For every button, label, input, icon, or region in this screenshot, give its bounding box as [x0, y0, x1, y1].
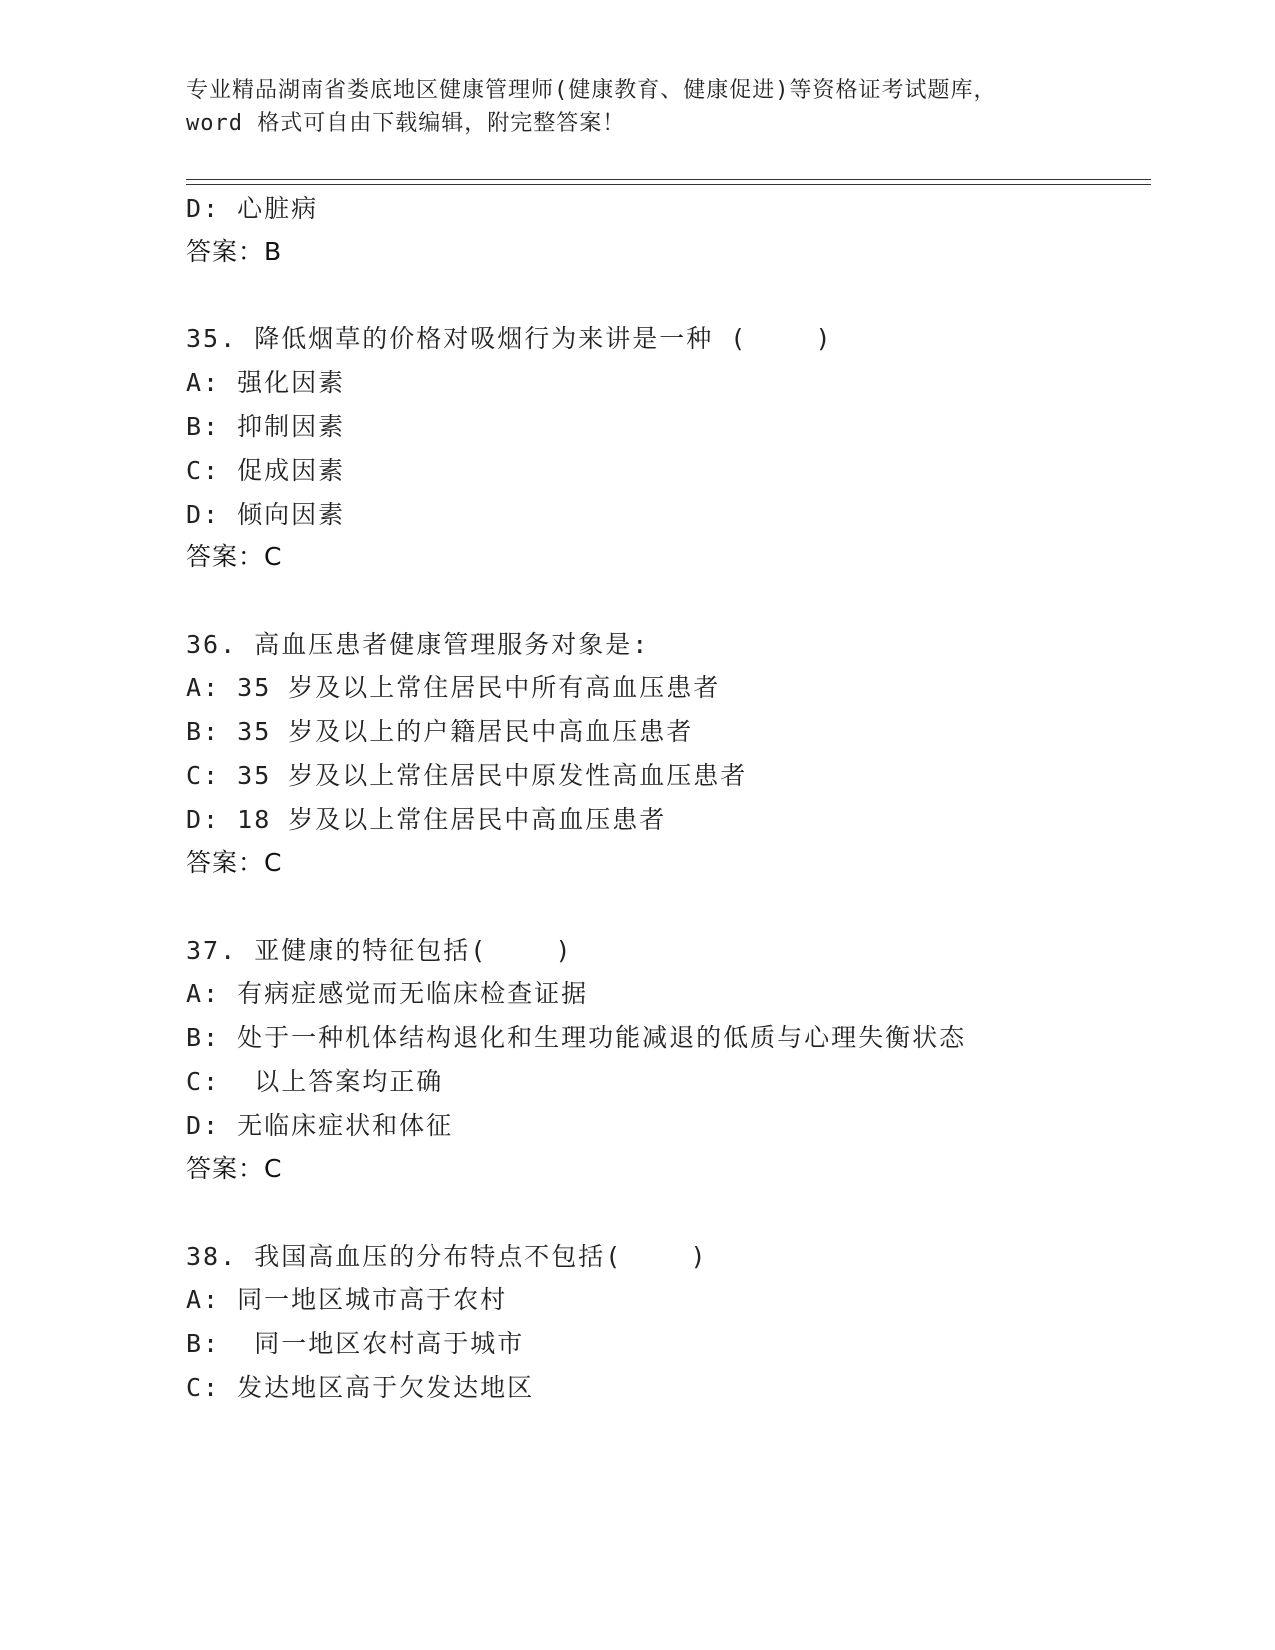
q38-question: 38. 我国高血压的分布特点不包括( ): [186, 1242, 708, 1271]
q35-option-d: D: 倾向因素: [186, 500, 346, 529]
q37-question: 37. 亚健康的特征包括( ): [186, 936, 573, 965]
q35-option-b: B: 抑制因素: [186, 412, 346, 441]
q35-option-c: C: 促成因素: [186, 456, 346, 485]
page-header: [186, 74, 1146, 140]
q36-option-b: B: 35 岁及以上的户籍居民中高血压患者: [186, 717, 694, 746]
q36-option-a: A: 35 岁及以上常住居民中所有高血压患者: [186, 673, 721, 702]
q38-option-a: A: 同一地区城市高于农村: [186, 1285, 508, 1314]
q36-option-d: D: 18 岁及以上常住居民中高血压患者: [186, 805, 667, 834]
q35-answer: 答案：C: [186, 542, 283, 571]
q37-option-c: C: 以上答案均正确: [186, 1067, 444, 1096]
header-divider-bottom: [186, 184, 1151, 185]
q37-answer: 答案：C: [186, 1154, 283, 1183]
q36-answer: 答案：C: [186, 848, 283, 877]
header-title-line-1: 专业精品湖南省娄底地区健康管理师(健康教育、健康促进)等资格证考试题库，: [186, 78, 997, 103]
header-title-line-2: word 格式可自由下载编辑，附完整答案！: [186, 111, 626, 136]
prev-option-d: D: 心脏病: [186, 194, 319, 223]
q37-option-b: B: 处于一种机体结构退化和生理功能减退的低质与心理失衡状态: [186, 1023, 967, 1052]
prev-answer: 答案：B: [186, 237, 283, 266]
header-divider-top: [186, 179, 1151, 180]
q35-question: 35. 降低烟草的价格对吸烟行为来讲是一种 ( ): [186, 324, 833, 353]
q35-option-a: A: 强化因素: [186, 368, 346, 397]
q37-option-a: A: 有病症感觉而无临床检查证据: [186, 979, 589, 1008]
q36-option-c: C: 35 岁及以上常住居民中原发性高血压患者: [186, 761, 748, 790]
q36-question: 36. 高血压患者健康管理服务对象是:: [186, 630, 650, 659]
q38-option-c: C: 发达地区高于欠发达地区: [186, 1373, 535, 1402]
q37-option-d: D: 无临床症状和体征: [186, 1111, 454, 1140]
q38-option-b: B: 同一地区农村高于城市: [186, 1329, 525, 1358]
